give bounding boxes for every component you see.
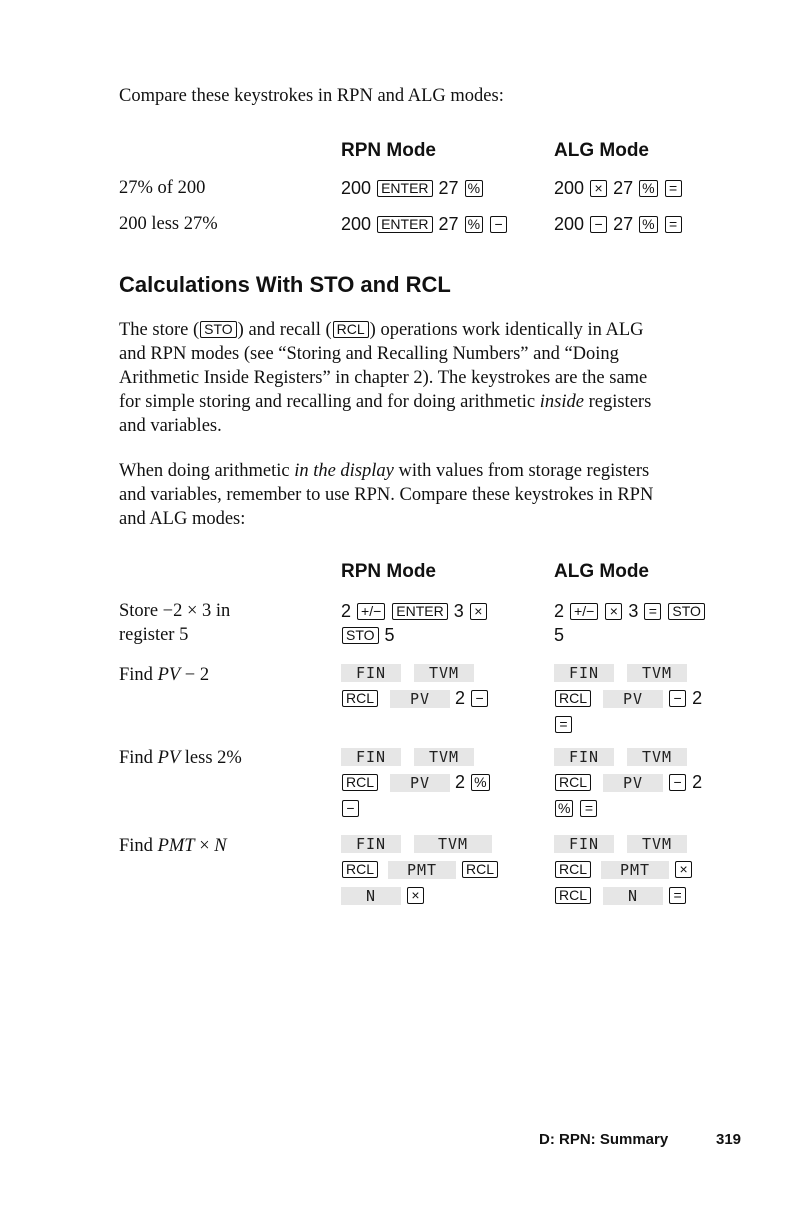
number-200: 200 <box>341 214 372 234</box>
times-key: × <box>605 603 622 620</box>
menu-fin: FIN <box>341 748 401 766</box>
menu-pv: PV <box>603 774 663 792</box>
alg-keystrokes-pv-minus: FIN TVM RCL PV − 2 = <box>554 660 702 736</box>
row-label-27-of-200: 27% of 200 <box>119 178 206 198</box>
menu-tvm: TVM <box>414 748 474 766</box>
row-label-find-pv-less-2pct: Find PV less 2% <box>119 748 242 768</box>
paragraph-sto-rcl: The store ( STO ) and recall ( RCL ) operations work identically in ALG and RPN modes (see “Storing and Recalling Numbers” and “Doing Arithmetic Inside Registers” in chapter 2). The keystrokes are the same for simple storing and recalling and for doing arithmetic inside registers and variables. <box>119 320 652 436</box>
row-label-200-less-27: 200 less 27% <box>119 214 218 234</box>
sto-key: STO <box>200 321 237 338</box>
menu-tvm: TVM <box>627 748 687 766</box>
sto-key: STO <box>342 627 379 644</box>
alg-keystrokes-store: 2 +/− × 3 = STO 5 <box>554 599 706 647</box>
times-key: × <box>407 887 424 904</box>
number-200: 200 <box>554 214 585 234</box>
alg-keystrokes-row1 <box>554 176 683 200</box>
rcl-key: RCL <box>555 774 591 791</box>
rpn-mode-heading: RPN Mode <box>341 140 436 161</box>
rpn-keystrokes-row1 <box>341 176 484 200</box>
menu-tvm: TVM <box>627 664 687 682</box>
row-label-store: Store −2 × 3 in register 5 <box>119 601 231 645</box>
menu-pv: PV <box>390 774 450 792</box>
equals-key: = <box>644 603 661 620</box>
paragraph-arithmetic-display: When doing arithmetic in the display with values from storage registers and variables, remember to use RPN. Compare these keystrokes in RPN and ALG modes: <box>119 461 654 529</box>
times-key: × <box>675 861 692 878</box>
enter-key: ENTER <box>392 603 447 620</box>
rpn-keystrokes-store: 2 +/− ENTER 3 × STO 5 <box>341 599 488 647</box>
rcl-key: RCL <box>555 887 591 904</box>
enter-key: ENTER <box>377 180 432 197</box>
rcl-key: RCL <box>342 690 378 707</box>
percent-key: % <box>639 180 657 197</box>
menu-fin: FIN <box>341 664 401 682</box>
percent-key: % <box>555 800 573 817</box>
rpn-keystrokes-pv-minus: FIN TVM RCL PV 2 − <box>341 660 489 710</box>
intro-text: Compare these keystrokes in RPN and ALG modes: <box>119 86 504 106</box>
menu-pmt: PMT <box>388 861 456 879</box>
alg-mode-heading-2: ALG Mode <box>554 561 649 582</box>
menu-fin: FIN <box>554 835 614 853</box>
rcl-key: RCL <box>333 321 369 338</box>
minus-key: − <box>490 216 507 233</box>
number-27: 27 <box>613 214 634 234</box>
times-key: × <box>470 603 487 620</box>
row-label-find-pv-minus-2: Find PV − 2 <box>119 665 210 685</box>
minus-key: − <box>669 690 686 707</box>
menu-pv: PV <box>603 690 663 708</box>
menu-tvm: TVM <box>414 835 492 853</box>
menu-tvm: TVM <box>414 664 474 682</box>
rpn-mode-heading-2: RPN Mode <box>341 561 436 582</box>
number-27: 27 <box>438 178 459 198</box>
enter-key: ENTER <box>377 216 432 233</box>
menu-fin: FIN <box>554 664 614 682</box>
menu-fin: FIN <box>554 748 614 766</box>
minus-key: − <box>342 800 359 817</box>
number-27: 27 <box>613 178 634 198</box>
footer-section-title: D: RPN: Summary <box>539 1131 669 1148</box>
percent-key: % <box>465 180 483 197</box>
menu-pv: PV <box>390 690 450 708</box>
rpn-keystrokes-row2 <box>341 212 508 236</box>
alg-mode-heading: ALG Mode <box>554 140 649 161</box>
chs-key: +/− <box>357 603 385 620</box>
row-label-find-pmt-times-n: Find PMT × N <box>119 836 227 856</box>
equals-key: = <box>555 716 572 733</box>
equals-key: = <box>580 800 597 817</box>
menu-n: N <box>341 887 401 905</box>
sto-key: STO <box>668 603 705 620</box>
rcl-key: RCL <box>342 861 378 878</box>
minus-key: − <box>669 774 686 791</box>
percent-key: % <box>471 774 489 791</box>
rcl-key: RCL <box>555 861 591 878</box>
times-key: × <box>590 180 607 197</box>
menu-n: N <box>603 887 663 905</box>
chs-key: +/− <box>570 603 598 620</box>
menu-tvm: TVM <box>627 835 687 853</box>
alg-keystrokes-pv-less: FIN TVM RCL PV − 2 % = <box>554 744 702 820</box>
alg-keystrokes-row2 <box>554 212 683 236</box>
percent-key: % <box>639 216 657 233</box>
equals-key: = <box>669 887 686 904</box>
number-200: 200 <box>341 178 372 198</box>
rcl-key: RCL <box>555 690 591 707</box>
rcl-key: RCL <box>462 861 498 878</box>
percent-key: % <box>465 216 483 233</box>
equals-key: = <box>665 180 682 197</box>
minus-key: − <box>590 216 607 233</box>
alg-keystrokes-pmt-n <box>554 831 693 907</box>
number-200: 200 <box>554 178 585 198</box>
equals-key: = <box>665 216 682 233</box>
section-title: Calculations With STO and RCL <box>119 272 451 297</box>
menu-fin: FIN <box>341 835 401 853</box>
rpn-keystrokes-pv-less: FIN TVM RCL PV 2 % − <box>341 744 491 820</box>
minus-key: − <box>471 690 488 707</box>
menu-pmt: PMT <box>601 861 669 879</box>
page-number: 319 <box>716 1131 742 1148</box>
number-27: 27 <box>438 214 459 234</box>
rpn-keystrokes-pmt-n <box>341 831 499 907</box>
rcl-key: RCL <box>342 774 378 791</box>
